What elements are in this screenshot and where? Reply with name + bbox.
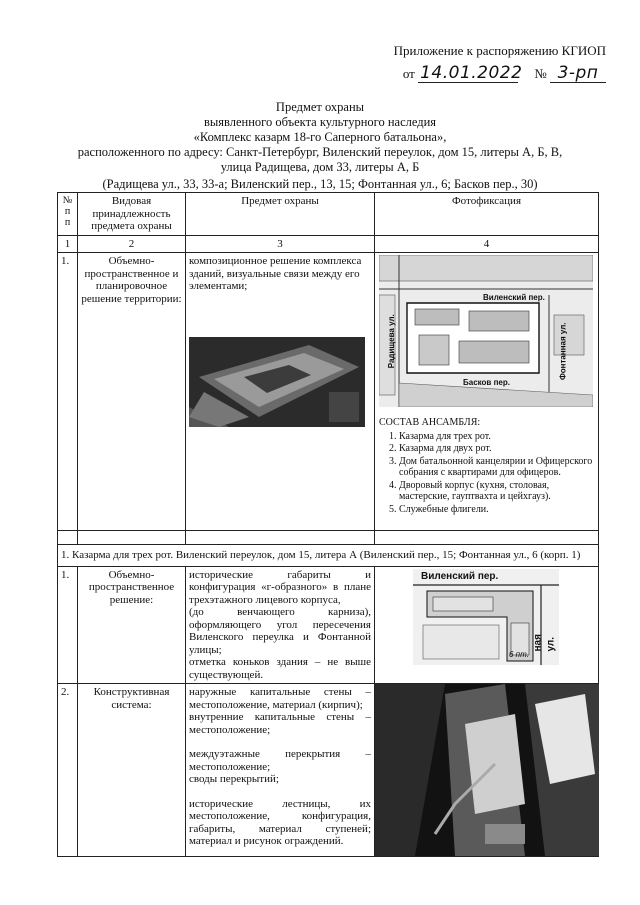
- table-header-row: [58, 193, 599, 236]
- section-title: 1. Казарма для трех рот. Виленский переулок, дом 15, литера А (Виленский пер., 15; Фонтанная ул., 6 (корп. 1): [58, 545, 599, 567]
- subject-item: междуэтажные перекрытия – местоположение;: [189, 748, 371, 773]
- list-item: 2. Казарма для двух рот.: [399, 443, 594, 455]
- header-num: № п п: [58, 193, 78, 236]
- header-type: Видовая принадлежность предмета охраны: [78, 193, 186, 236]
- row-num: 1.: [58, 253, 78, 531]
- row-photo-cell: [375, 566, 599, 684]
- aerial-photo-image: [189, 337, 365, 427]
- ensemble-title: СОСТАВ АНСАМБЛЯ:: [379, 417, 481, 428]
- subject-item: исторические лестницы, их местоположение, конфигурация, габариты, материал ступеней; материал и рисунок ограждений.: [189, 797, 371, 847]
- subject-item: (до венчающего карниза), оформляющего угол пересечения Виленского переулка и Фонтанной улицы;: [189, 606, 371, 656]
- row-type: Объемно-пространственное решение:: [78, 566, 186, 684]
- map-label-baskov: Басков пер.: [463, 378, 510, 387]
- map-label-radishcheva: Радищева ул.: [386, 314, 396, 369]
- col-number: 1: [58, 235, 78, 253]
- row-num: 1.: [58, 566, 78, 684]
- row-subject: композиционное решение комплекса зданий, визуальные связи между его элементами;: [189, 255, 362, 292]
- list-item: 3. Дом батальонной канцелярии и Офицерского собрания с квартирами для офицеров.: [399, 456, 594, 479]
- header-photo: Фотофиксация: [375, 193, 599, 236]
- row-subject-cell: [186, 253, 375, 531]
- subject-item: отметка коньков здания – не выше существующей.: [189, 656, 371, 681]
- stair-photo-image: [375, 684, 599, 856]
- subject-item: исторические габариты и конфигурация «г-образного» в плане трехэтажного лицевого корпуса,: [189, 568, 371, 606]
- date-prefix: от: [402, 66, 415, 81]
- title-line: «Комплекс казарм 18-го Саперного батальона»,: [193, 130, 447, 144]
- aerial-photo: [189, 337, 365, 427]
- col-number: 4: [375, 235, 599, 253]
- row-type: Конструктивная система:: [78, 684, 186, 857]
- number-prefix: №: [534, 66, 547, 81]
- title-line: Предмет охраны: [275, 100, 365, 114]
- site-map: [379, 255, 593, 407]
- building-map: [413, 569, 559, 665]
- row-photo-cell: [375, 253, 599, 531]
- title-line: (Радищева ул., 33, 33-а; Виленский пер., 13, 15; Фонтанная ул., 6; Басков пер., 30): [102, 177, 538, 191]
- order-date: 14.01.2022: [420, 63, 523, 83]
- subject-item: своды перекрытий;: [189, 773, 279, 785]
- list-item: 1. Казарма для трех рот.: [399, 431, 594, 443]
- protection-table: [57, 192, 599, 857]
- appendix-title: Приложение к распоряжению КГИОП: [393, 43, 606, 58]
- column-number-row: [58, 235, 599, 253]
- col-number: 2: [78, 235, 186, 253]
- map-label-top: Виленский пер.: [421, 570, 499, 582]
- map-label-fontannaya: Фонтанная ул.: [558, 322, 568, 381]
- appendix-header: [394, 42, 606, 83]
- subject-gap: [189, 786, 371, 798]
- table-row: [58, 684, 599, 857]
- row-photo-cell: [375, 684, 599, 857]
- title-line: выявленного объекта культурного наследия: [203, 115, 437, 129]
- row-subject-cell: [186, 566, 375, 684]
- ensemble-list: [379, 417, 594, 515]
- table-row: [58, 566, 599, 684]
- header-subject: Предмет охраны: [186, 193, 375, 236]
- appendix-date-line: [394, 64, 606, 83]
- subject-gap: [189, 736, 371, 748]
- row-type: Объемно-пространственное и планировочное решение территории:: [78, 253, 186, 531]
- row-subject-cell: [186, 684, 375, 857]
- title-line: улица Радищева, дом 33, литеры А, Б: [220, 160, 420, 174]
- subject-item: наружные капитальные стены – местоположение, материал (кирпич);: [189, 686, 371, 711]
- map-label-side: ная ул.: [532, 633, 556, 651]
- stair-photo: [375, 684, 599, 856]
- map-label-vilensky: Виленский пер.: [483, 293, 545, 302]
- spacer-row: [58, 531, 599, 545]
- document-title: [0, 100, 640, 192]
- section-row: [58, 545, 599, 567]
- map-label-num: 6 пт.: [509, 649, 529, 659]
- table-row: [58, 253, 599, 531]
- list-item: 4. Дворовый корпус (кухня, столовая, мастерские, гауптвахта и цейхгауз).: [399, 480, 594, 503]
- title-line: расположенного по адресу: Санкт-Петербург, Виленский переулок, дом 15, литеры А, Б, В,: [77, 145, 563, 159]
- order-number: 3-рп: [550, 64, 606, 83]
- row-num: 2.: [58, 684, 78, 857]
- col-number: 3: [186, 235, 375, 253]
- list-item: 5. Служебные флигели.: [399, 504, 594, 516]
- subject-item: внутренние капитальные стены – местоположение;: [189, 711, 371, 736]
